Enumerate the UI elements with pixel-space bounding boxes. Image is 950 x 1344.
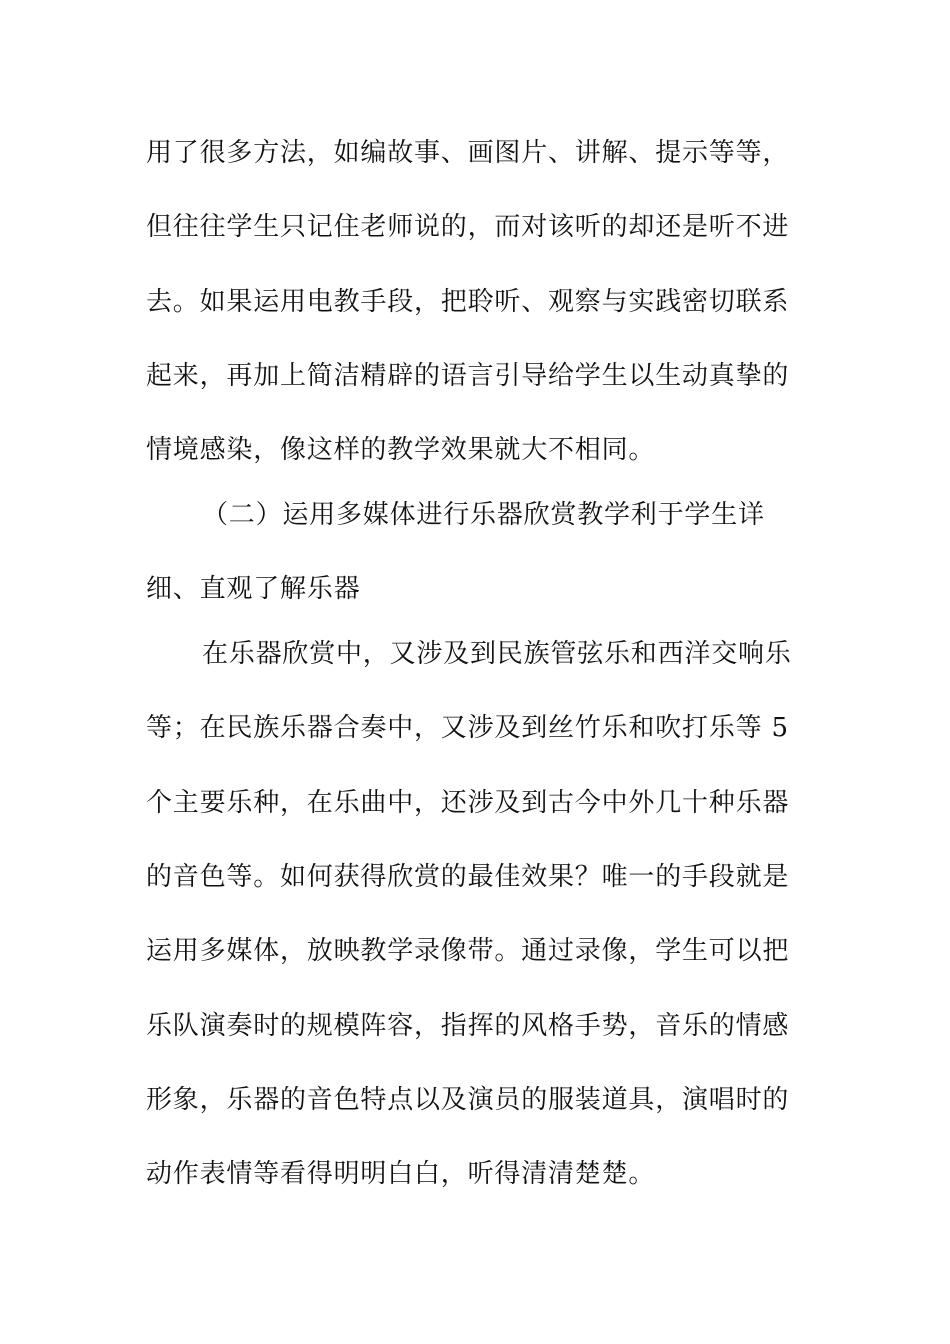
paragraph-line: 去。如果运用电教手段，把聆听、观察与实践密切联系 — [146, 287, 790, 317]
paragraph-line: 情境感染，像这样的教学效果就大不相同。 — [146, 435, 656, 465]
section-heading-line: 细、直观了解乐器 — [146, 574, 361, 604]
paragraph-line: 个主要乐种，在乐曲中，还涉及到古今中外几十种乐器 — [146, 788, 790, 818]
paragraph-line: 动作表情等看得明明白白，听得清清楚楚。 — [146, 1159, 656, 1189]
section-heading-line: （二）运用多媒体进行乐器欣赏教学利于学生详 — [202, 500, 765, 530]
paragraph-line: 但往往学生只记住老师说的，而对该听的却还是听不进 — [146, 212, 790, 242]
paragraph-line: 形象，乐器的音色特点以及演员的服装道具，演唱时的 — [146, 1085, 790, 1115]
paragraph-line: 运用多媒体，放映教学录像带。通过录像，学生可以把 — [146, 936, 790, 966]
paragraph-line: 在乐器欣赏中，又涉及到民族管弦乐和西洋交响乐 — [202, 639, 792, 669]
paragraph-line: 的音色等。如何获得欣赏的最佳效果？唯一的手段就是 — [146, 862, 790, 892]
paragraph-line: 乐队演奏时的规模阵容，指挥的风格手势，音乐的情感 — [146, 1011, 790, 1041]
paragraph-line: 起来，再加上简洁精辟的语言引导给学生以生动真挚的 — [146, 361, 790, 391]
paragraph-line: 等；在民族乐器合奏中，又涉及到丝竹乐和吹打乐等 5 — [146, 713, 789, 743]
paragraph-line: 用了很多方法，如编故事、画图片、讲解、提示等等， — [146, 138, 790, 168]
